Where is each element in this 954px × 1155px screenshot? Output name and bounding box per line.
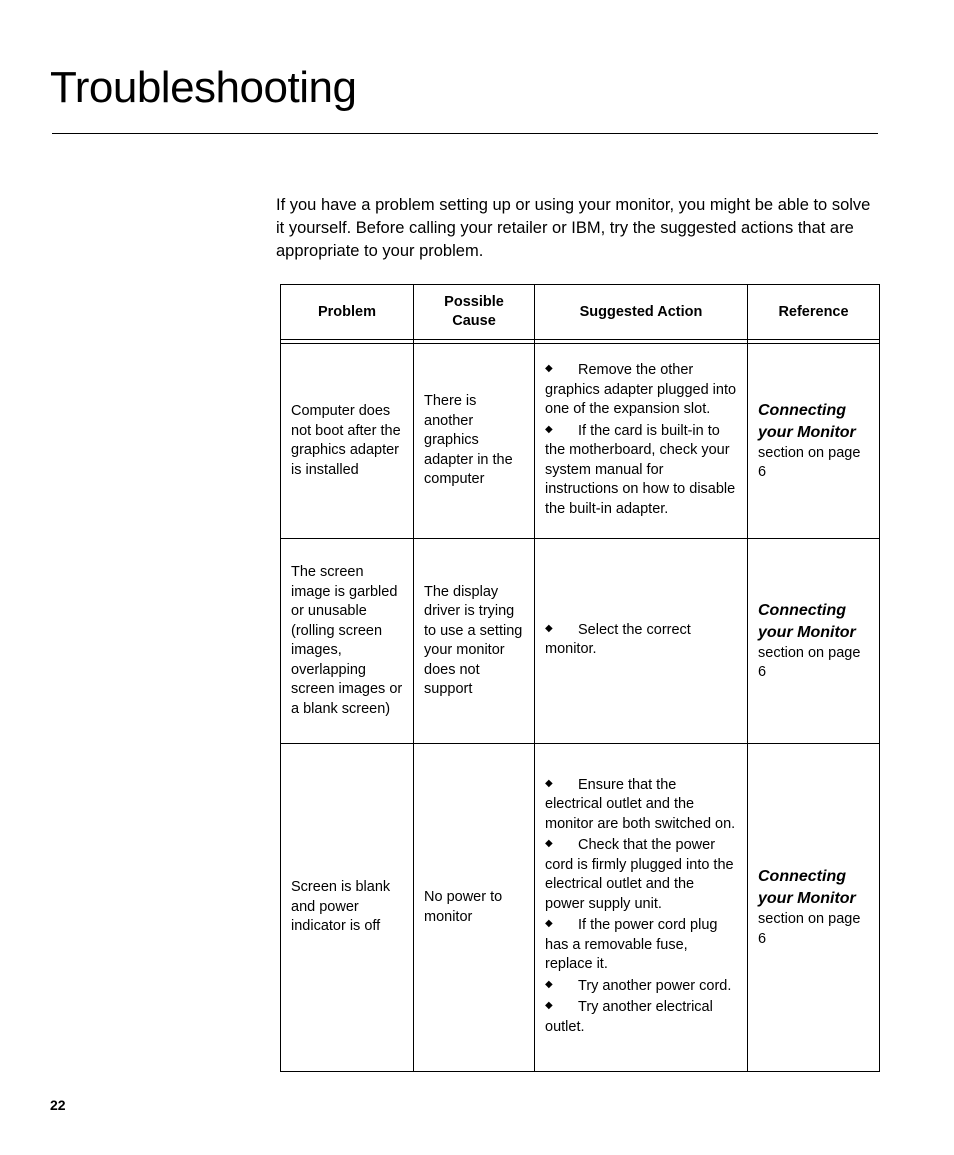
action-text: Remove the other graphics adapter plugged into one of the expansion slot.: [545, 362, 737, 417]
diamond-bullet-icon: ◆: [545, 1000, 553, 1012]
diamond-bullet-icon: ◆: [545, 622, 553, 634]
header-suggested-action: Suggested Action: [535, 285, 748, 340]
diamond-bullet-icon: ◆: [545, 363, 553, 374]
header-possible-cause: Possible Cause: [414, 285, 535, 340]
table-row: [281, 744, 880, 1072]
action-list-item: [545, 998, 737, 1037]
reference-title: Connecting your Monitor: [758, 601, 856, 641]
header-problem: Problem: [281, 285, 414, 340]
title-divider: [52, 133, 878, 134]
suggested-action-cell: [535, 539, 748, 744]
action-text: Try another electrical outlet.: [545, 999, 713, 1035]
reference-cell: [748, 744, 880, 1072]
suggested-action-cell: [535, 744, 748, 1072]
reference-cell: [748, 539, 880, 744]
table-row: [281, 344, 880, 539]
reference-title: Connecting your Monitor: [758, 401, 856, 441]
possible-cause-cell: There is another graphics adapter in the computer: [414, 344, 535, 539]
intro-paragraph: If you have a problem setting up or using your monitor, you might be able to solve it yourself. Before calling your retailer or IBM, try the suggested actions that are appropriate to your problem.: [276, 196, 871, 260]
page-title: Troubleshooting: [50, 63, 357, 112]
problem-cell: Screen is blank and power indicator is off: [281, 744, 414, 1072]
possible-cause-cell: No power to monitor: [414, 744, 535, 1072]
reference-location: section on page 6: [758, 911, 861, 947]
problem-cell: Computer does not boot after the graphics adapter is installed: [281, 344, 414, 539]
table-row: [281, 539, 880, 744]
diamond-bullet-icon: ◆: [545, 423, 553, 435]
header-reference: Reference: [748, 285, 880, 340]
action-list-item: [545, 916, 737, 975]
action-text: Check that the power cord is firmly plugged into the electrical outlet and the power supply unit.: [545, 837, 734, 912]
problem-cell: The screen image is garbled or unusable (rolling screen images, overlapping screen images or a blank screen): [281, 539, 414, 744]
diamond-bullet-icon: ◆: [545, 777, 553, 789]
action-text: Select the correct monitor.: [545, 621, 691, 657]
diamond-bullet-icon: ◆: [545, 978, 553, 990]
troubleshooting-table: [280, 284, 880, 1072]
action-text: If the card is built-in to the motherboard, check your system manual for instructions on how to disable the built-in adapter.: [545, 422, 736, 517]
possible-cause-cell: The display driver is trying to use a setting your monitor does not support: [414, 539, 535, 744]
suggested-action-cell: [535, 344, 748, 539]
action-list-item: [545, 621, 737, 660]
action-list-item: [545, 361, 737, 420]
action-list-item: [545, 977, 737, 997]
page-number: 22: [50, 1097, 66, 1113]
reference-location: section on page 6: [758, 444, 861, 480]
action-list-item: [545, 422, 737, 520]
action-text: Try another power cord.: [578, 977, 732, 994]
diamond-bullet-icon: ◆: [545, 918, 553, 930]
diamond-bullet-icon: ◆: [545, 838, 553, 850]
reference-cell: [748, 344, 880, 539]
reference-location: section on page 6: [758, 644, 861, 680]
table-header-row: [281, 285, 880, 340]
reference-title: Connecting your Monitor: [758, 868, 856, 907]
action-list-item: [545, 776, 737, 835]
table-body: [281, 340, 880, 1072]
action-list-item: [545, 836, 737, 914]
action-text: Ensure that the electrical outlet and the monitor are both switched on.: [545, 776, 736, 832]
action-text: If the power cord plug has a removable fuse, replace it.: [545, 917, 718, 973]
